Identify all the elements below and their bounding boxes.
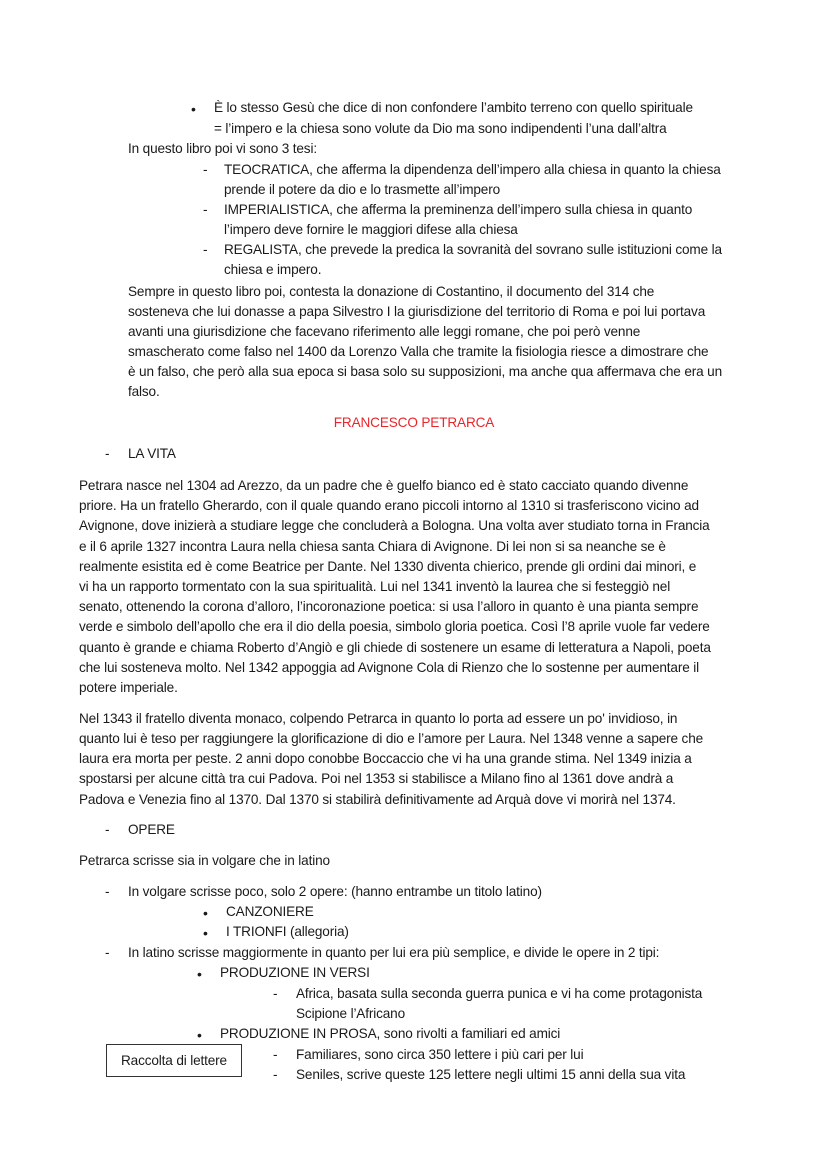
vita-line: quanto è grande e chiama Roberto d’Angiò e gli chiede di sostenere un esame di letteratura a Napoli, poeta (79, 640, 711, 655)
bullet-icon: • (203, 925, 208, 941)
bullet-icon: • (203, 905, 208, 921)
vita-line: vi ha un rapporto tormentato con la sua spiritualità. Lui nel 1341 inventò la laurea che si festeggiò nel (79, 579, 671, 594)
vita-line: priore. Ha un fratello Gherardo, con il quale quando erano piccoli intorno al 1310 si trasferiscono vicino ad (79, 498, 699, 513)
tesi-imperialistica: IMPERIALISTICA, che afferma la preminenza dell’impero sulla chiesa in quanto (224, 202, 693, 217)
vita-heading: LA VITA (128, 446, 176, 461)
tesi-intro: In questo libro poi vi sono 3 tesi: (128, 141, 317, 156)
vita-line: senato, ottenendo la corona d’alloro, l’incoronazione poetica: si usa l’alloro in quanto è una pianta sempre (79, 599, 699, 614)
prosa-label: PRODUZIONE IN PROSA, sono rivolti a familiari ed amici (220, 1026, 561, 1041)
volgare-item-trionfi: I TRIONFI (allegoria) (226, 924, 349, 939)
donazione-line: falso. (128, 384, 160, 399)
prosa-item-familiares: Familiares, sono circa 350 lettere i più cari per lui (296, 1047, 584, 1062)
vita-line: realmente esistita ed è come Beatrice per Dante. Nel 1330 diventa chierico, prende gli ordini dai minori, e (79, 559, 697, 574)
donazione-line: smascherato come falso nel 1400 da Lorenzo Valla che tramite la fisiologia riesce a dimostrare che (128, 344, 709, 359)
volgare-text: In volgare scrisse poco, solo 2 opere: (hanno entrambe un titolo latino) (128, 884, 542, 899)
latino-text: In latino scrisse maggiormente in quanto per lui era più semplice, e divide le opere in 2 tipi: (128, 945, 660, 960)
vita-line: spostarsi per alcune città tra cui Padova. Poi nel 1353 si stabilisce a Milano fino al 1361 dove andrà a (79, 771, 674, 786)
opere-heading: OPERE (128, 822, 175, 837)
tesi-teocratica-cont: prende il potere da dio e lo trasmette all’impero (224, 182, 501, 197)
donazione-line: sosteneva che lui donasse a papa Silvestro I la giurisdizione del territorio di Roma e poi lui portava (128, 304, 706, 319)
volgare-item-canzoniere: CANZONIERE (226, 904, 314, 919)
vita-line: quanto lui è teso per raggiungere la glorificazione di dio e l’amore per Laura. Nel 1348 venne a sapere che (79, 731, 704, 746)
prosa-item-seniles: Seniles, scrive queste 125 lettere negli ultimi 15 anni della sua vita (296, 1067, 686, 1082)
raccolta-lettere-box: Raccolta di lettere (106, 1044, 242, 1077)
opere-intro: Petrarca scrisse sia in volgare che in latino (79, 853, 330, 868)
dash-icon: - (203, 242, 208, 257)
versi-item-africa-cont: Scipione l’Africano (296, 1006, 405, 1021)
bullet-icon: • (191, 101, 196, 117)
bullet-icon: • (197, 966, 202, 982)
dash-icon: - (273, 1067, 278, 1082)
dash-icon: - (105, 822, 110, 837)
vita-line: e il 6 aprile 1327 incontra Laura nella chiesa santa Chiara di Avignone. Di lei non si sa neanche se è (79, 539, 666, 554)
versi-label: PRODUZIONE IN VERSI (220, 965, 370, 980)
vita-line: potere imperiale. (79, 680, 178, 695)
intro-bullet-line: È lo stesso Gesù che dice di non confondere l’ambito terreno con quello spirituale (214, 100, 693, 115)
dash-icon: - (105, 884, 110, 899)
vita-line: Petrara nasce nel 1304 ad Arezzo, da un padre che è guelfo bianco ed è stato cacciato quando divenne (79, 478, 689, 493)
dash-icon: - (273, 986, 278, 1001)
section-title: FRANCESCO PETRARCA (333, 415, 495, 430)
vita-line: che lui sosteneva molto. Nel 1342 appoggia ad Avignone Cola di Rienzo che lo sostenne per aumentare il (79, 660, 699, 675)
vita-line: Avignone, dove inizierà a studiare legge che concluderà a Bologna. Una volta aver studiato torna in Francia (79, 518, 710, 533)
dash-icon: - (105, 446, 110, 461)
tesi-regalista-cont: chiesa e impero. (224, 262, 322, 277)
donazione-line: è un falso, che però alla sua epoca si basa solo su supposizioni, ma anche qua affermava che era un (128, 364, 722, 379)
dash-icon: - (203, 202, 208, 217)
intro-bullet-continuation: = l’impero e la chiesa sono volute da Dio ma sono indipendenti l’una dall’altra (214, 121, 667, 136)
dash-icon: - (273, 1047, 278, 1062)
donazione-line: Sempre in questo libro poi, contesta la donazione di Costantino, il documento del 314 che (128, 284, 655, 299)
tesi-teocratica: TEOCRATICA, che afferma la dipendenza dell’impero alla chiesa in quanto la chiesa (224, 162, 721, 177)
vita-line: verde e simbolo dell’apollo che era il dio della poesia, simbolo gloria poetica. Così l’8 aprile vuole far vedere (79, 619, 710, 634)
versi-item-africa: Africa, basata sulla seconda guerra punica e vi ha come protagonista (296, 986, 703, 1001)
dash-icon: - (105, 945, 110, 960)
vita-line: laura era morta per peste. 2 anni dopo conobbe Boccaccio che vi ha una grande stima. Nel 1349 inizia a (79, 751, 692, 766)
tesi-imperialistica-cont: l’impero deve fornire le maggiori difese alla chiesa (224, 222, 518, 237)
bullet-icon: • (197, 1027, 202, 1043)
donazione-line: avanti una giurisdizione che facevano riferimento alle leggi romane, che poi però venne (128, 324, 641, 339)
vita-line: Padova e Venezia fino al 1370. Dal 1370 si stabilirà definitivamente ad Arquà dove vi morirà nel 1374. (79, 792, 676, 807)
vita-line: Nel 1343 il fratello diventa monaco, colpendo Petrarca in quanto lo porta ad essere un po' invidioso, in (79, 711, 678, 726)
tesi-regalista: REGALISTA, che prevede la predica la sovranità del sovrano sulle istituzioni come la (224, 242, 722, 257)
dash-icon: - (203, 162, 208, 177)
